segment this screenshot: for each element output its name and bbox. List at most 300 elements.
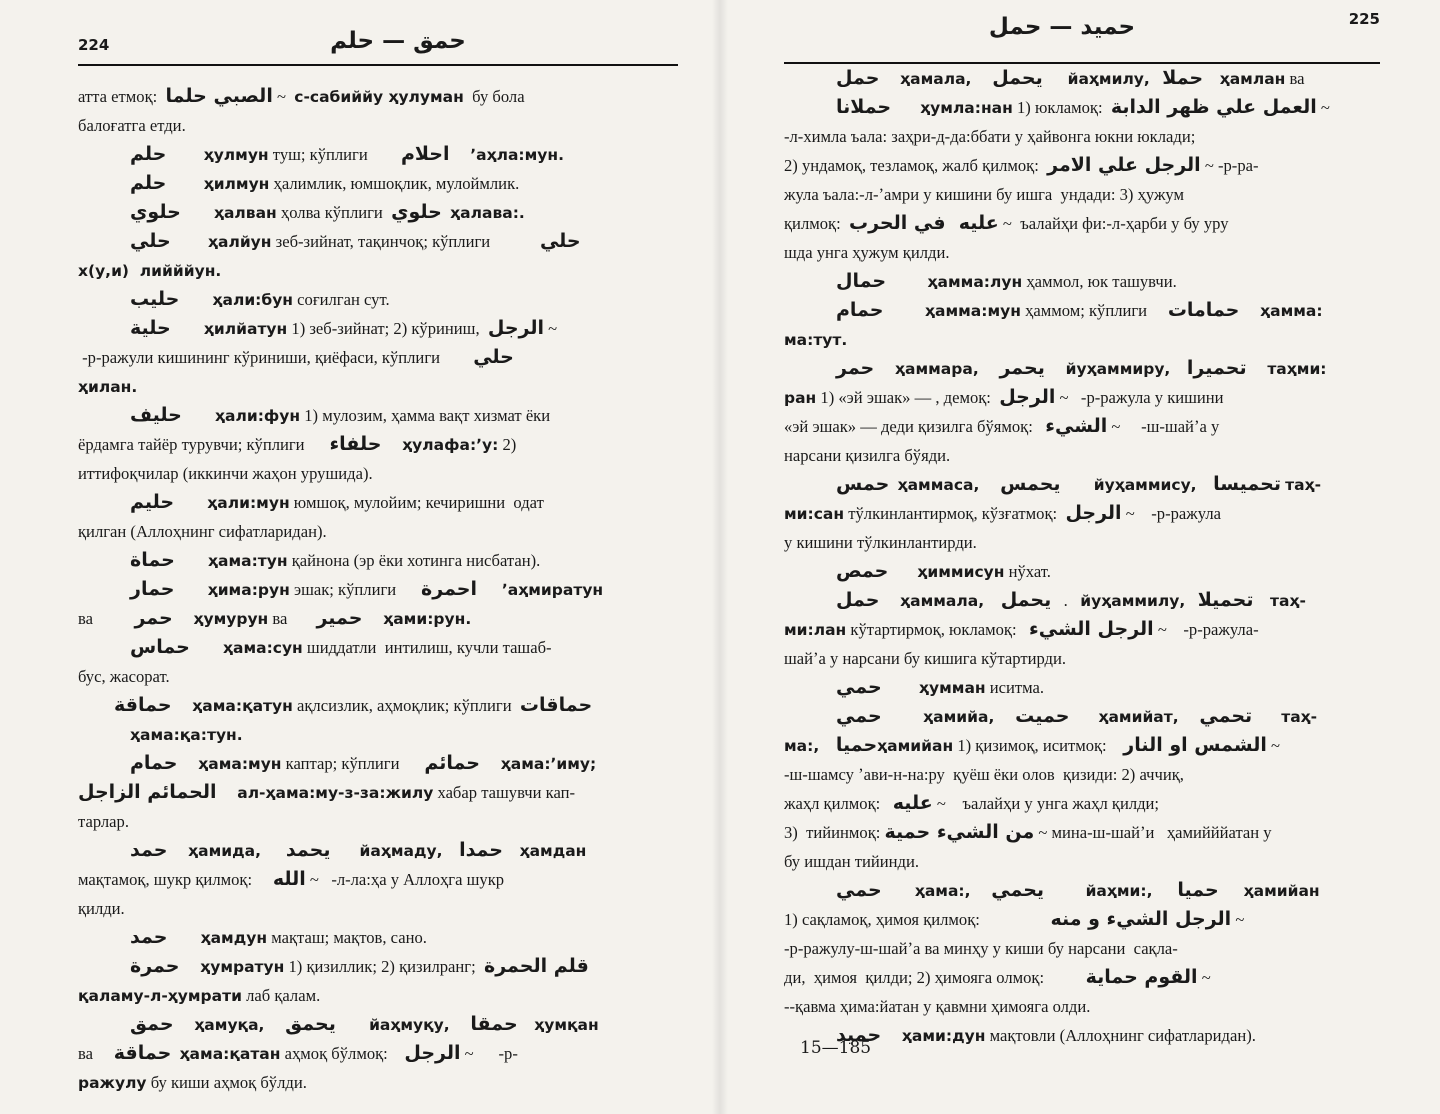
definition-text: туш; кўплиги bbox=[268, 145, 401, 164]
definition-text: ~ bbox=[1316, 98, 1330, 117]
definition-text: ~ -р-ражула- bbox=[1153, 620, 1259, 639]
arabic-headword: القوم حماية bbox=[1085, 966, 1198, 988]
arabic-headword: حميا bbox=[1177, 879, 1219, 901]
definition-text bbox=[971, 881, 992, 900]
definition-text: иситма. bbox=[985, 678, 1045, 697]
arabic-headword: حمار bbox=[130, 578, 175, 600]
transliteration: ҳама:ʼиму; bbox=[500, 755, 597, 773]
folio-signature: 15—185 bbox=[800, 1038, 872, 1058]
dictionary-line bbox=[784, 586, 1380, 615]
definition-text: каптар; кўплиги bbox=[281, 754, 425, 773]
definition-text bbox=[166, 145, 203, 164]
definition-text: ~ bbox=[272, 87, 295, 106]
transliteration: ҳумурун bbox=[193, 610, 269, 628]
dictionary-line bbox=[784, 847, 1380, 876]
definition-text: мақташ; мақтов, сано. bbox=[267, 928, 427, 947]
definition-text bbox=[1253, 591, 1270, 610]
arabic-headword: الشمس او النار bbox=[1123, 734, 1267, 756]
definition-text: --қавма ҳима:йатан у қавмни ҳимояга олди. bbox=[784, 997, 1091, 1016]
arabic-headword: الله bbox=[272, 868, 306, 890]
arabic-headword: حمير bbox=[316, 607, 363, 629]
dictionary-line bbox=[78, 314, 678, 343]
transliteration: ҳамлан bbox=[1219, 70, 1286, 88]
definition-text bbox=[979, 359, 1000, 378]
dictionary-line bbox=[784, 934, 1380, 963]
dictionary-line bbox=[784, 64, 1380, 93]
transliteration: ран bbox=[784, 389, 817, 407]
arabic-headword: حلم bbox=[130, 143, 167, 165]
arabic-headword: حلم bbox=[130, 172, 167, 194]
dictionary-line bbox=[78, 488, 678, 517]
transliteration-headword: ҳама:, bbox=[914, 882, 971, 900]
definition-text bbox=[1045, 359, 1066, 378]
definition-text bbox=[1044, 881, 1085, 900]
transliteration-headword: ҳали:бун bbox=[212, 291, 294, 309]
arabic-headword: حميت bbox=[1015, 705, 1070, 727]
arabic-headword: حماقات bbox=[519, 694, 593, 716]
transliteration-headword: ҳамида, bbox=[188, 842, 262, 860]
definition-text bbox=[882, 678, 919, 697]
arabic-headword: الرجل bbox=[404, 1042, 461, 1064]
transliteration: ҳилан. bbox=[78, 378, 138, 396]
definition-text bbox=[171, 319, 204, 338]
definition-text: шиддатли интилиш, кучли ташаб- bbox=[302, 638, 552, 657]
definition-text: -р-ражулу-ш-шайʼа ва минҳу у киши бу нарсани сақла- bbox=[784, 939, 1178, 958]
transliteration: ҳами:рун. bbox=[383, 610, 472, 628]
dictionary-line bbox=[784, 615, 1380, 644]
dictionary-line bbox=[78, 1010, 678, 1039]
definition-text bbox=[882, 881, 915, 900]
definition-text bbox=[971, 69, 992, 88]
definition-text: 1) зеб-зийнат; 2) кўриниш, bbox=[287, 319, 488, 338]
definition-text bbox=[819, 736, 836, 755]
definition-text: 1) мулозим, ҳамма вақт хизмат ёки bbox=[300, 406, 551, 425]
arabic-headword: حمل bbox=[836, 589, 880, 611]
dictionary-line bbox=[784, 209, 1380, 238]
dictionary-line bbox=[784, 441, 1380, 470]
definition-text bbox=[167, 841, 188, 860]
arabic-headword: حمائم bbox=[424, 752, 480, 774]
dictionary-line bbox=[78, 169, 678, 198]
definition-text: шда унга ҳужум қилди. bbox=[784, 243, 950, 262]
definition-text bbox=[336, 1015, 369, 1034]
transliteration-headword: ҳаммала, bbox=[900, 592, 985, 610]
definition-text: кўтартирмоқ, юкламоқ: bbox=[846, 620, 1030, 639]
transliteration: ал-ҳама:му-з-за:жилу bbox=[237, 784, 434, 802]
transliteration-headword: ҳама:мун bbox=[198, 755, 282, 773]
definition-text bbox=[1153, 881, 1178, 900]
dictionary-line bbox=[784, 151, 1380, 180]
arabic-headword: حملانا bbox=[836, 96, 892, 118]
transliteration: ҳама:қа:тун. bbox=[130, 726, 243, 744]
transliteration: ми:сан bbox=[784, 505, 845, 523]
definition-text: 3) тийинмоқ: bbox=[784, 823, 885, 842]
transliteration-headword: ҳама:сун bbox=[222, 639, 303, 657]
dictionary-line bbox=[784, 267, 1380, 296]
definition-text: балоғатга етди. bbox=[78, 116, 186, 135]
arabic-headword: حميا bbox=[835, 734, 878, 756]
dictionary-line bbox=[78, 662, 678, 691]
definition-text: қилди. bbox=[78, 899, 125, 918]
dictionary-line bbox=[78, 372, 678, 401]
dictionary-line bbox=[784, 760, 1380, 789]
definition-text: ҳалимлик, юмшоқлик, мулоймлик. bbox=[269, 174, 520, 193]
dictionary-line bbox=[784, 963, 1380, 992]
transliteration: ʼаҳла:мун. bbox=[470, 146, 564, 164]
transliteration: йаҳмаду, bbox=[359, 842, 443, 860]
arabic-headword: حمام bbox=[836, 299, 884, 321]
definition-text bbox=[179, 957, 200, 976]
arabic-headword: الحمائم الزاجل bbox=[78, 781, 217, 803]
definition-text: нўхат. bbox=[1004, 562, 1051, 581]
transliteration: ҳамдан bbox=[519, 842, 587, 860]
definition-text: қилмоқ: bbox=[784, 214, 849, 233]
definition-text bbox=[891, 98, 920, 117]
dictionary-line bbox=[78, 778, 678, 807]
definition-text: ~ -ш-шайʼа у bbox=[1107, 417, 1220, 436]
arabic-headword: عليه في الحرب bbox=[849, 212, 999, 234]
definition-text bbox=[171, 1044, 179, 1063]
right-page-number: 225 bbox=[1348, 10, 1380, 28]
arabic-headword: يحمد bbox=[285, 839, 331, 861]
arabic-headword: حمر bbox=[134, 607, 173, 629]
transliteration-headword: ҳамуқа, bbox=[194, 1016, 265, 1034]
definition-text: ақлсизлик, аҳмоқлик; кўплиги bbox=[292, 696, 520, 715]
definition-text: ~ bbox=[544, 319, 558, 338]
dictionary-line bbox=[784, 383, 1380, 412]
definition-text: -ш-шамсу ʼави-н-на:ру қуёш ёки олов қизиди: 2) аччиқ, bbox=[784, 765, 1184, 784]
transliteration: ма:, bbox=[784, 737, 820, 755]
arabic-headword: حليب bbox=[130, 288, 180, 310]
transliteration: с-сабиййу ҳулуман bbox=[294, 88, 464, 106]
arabic-headword: الشيء bbox=[1045, 415, 1108, 437]
definition-text bbox=[264, 1015, 285, 1034]
dictionary-line bbox=[78, 459, 678, 488]
definition-text bbox=[182, 406, 215, 425]
definition-text: ҳаммол, юк ташувчи. bbox=[1022, 272, 1177, 291]
dictionary-line bbox=[78, 807, 678, 836]
arabic-headword: حمام bbox=[130, 752, 178, 774]
arabic-headword: حمرة bbox=[130, 955, 180, 977]
definition-text: ~ bbox=[1231, 910, 1245, 929]
arabic-headword: يحمي bbox=[991, 879, 1045, 901]
definition-text: ҳолва кўплиги bbox=[276, 203, 392, 222]
definition-text: ёрдамга тайёр турувчи; кўплиги bbox=[78, 435, 330, 454]
definition-text: зеб-зийнат, тақинчоқ; кўплиги bbox=[271, 232, 540, 251]
definition-text bbox=[261, 841, 286, 860]
dictionary-line bbox=[784, 354, 1380, 383]
definition-text bbox=[882, 707, 923, 726]
dictionary-line bbox=[78, 720, 678, 749]
transliteration-headword: ҳиммисун bbox=[917, 563, 1005, 581]
definition-text bbox=[480, 754, 501, 773]
dictionary-line bbox=[78, 401, 678, 430]
definition-text bbox=[450, 145, 471, 164]
definition-text: қайнона (эр ёки хотинга нисбатан). bbox=[287, 551, 541, 570]
transliteration-headword: ҳалйун bbox=[208, 233, 272, 251]
definition-text: . bbox=[1051, 591, 1081, 610]
dictionary-line bbox=[784, 470, 1380, 499]
arabic-headword: تحميرا bbox=[1186, 357, 1247, 379]
definition-text: жула ъала:-л-ʼамри у кишини бу ишга ундади: 3) ҳужум bbox=[784, 185, 1185, 204]
transliteration-headword: ҳамма:лун bbox=[927, 273, 1023, 291]
transliteration: йаҳми:, bbox=[1085, 882, 1153, 900]
arabic-headword: يحمل bbox=[1000, 589, 1052, 611]
arabic-headword: حمس bbox=[836, 473, 890, 495]
transliteration: йуҳаммиру, bbox=[1065, 360, 1171, 378]
dictionary-line bbox=[784, 1021, 1380, 1050]
transliteration: йаҳмилу, bbox=[1067, 70, 1150, 88]
definition-text: ~ -р-ражула у кишини bbox=[1055, 388, 1224, 407]
definition-text bbox=[362, 609, 383, 628]
definition-text: ва bbox=[268, 609, 317, 628]
transliteration: таҳ- bbox=[1281, 708, 1318, 726]
arabic-headword: حلوي bbox=[391, 201, 442, 223]
dictionary-line bbox=[784, 296, 1380, 325]
arabic-headword: حمد bbox=[130, 839, 168, 861]
transliteration-headword: ҳама:тун bbox=[207, 552, 288, 570]
dictionary-line bbox=[784, 673, 1380, 702]
arabic-headword: تحميسا bbox=[1213, 473, 1281, 495]
definition-text: тарлар. bbox=[78, 812, 129, 831]
definition-text: ва bbox=[78, 1044, 114, 1063]
arabic-headword: الرجل الشيء bbox=[1029, 618, 1154, 640]
arabic-headword: حماقة bbox=[114, 694, 172, 716]
definition-text: эшак; кўплиги bbox=[289, 580, 422, 599]
transliteration: йаҳмуқу, bbox=[369, 1016, 450, 1034]
left-page-number: 224 bbox=[78, 36, 110, 54]
definition-text: 1) қизимоқ, иситмоқ: bbox=[953, 736, 1124, 755]
definition-text bbox=[1219, 881, 1244, 900]
definition-text bbox=[174, 493, 207, 512]
arabic-headword: حمر bbox=[836, 357, 875, 379]
arabic-headword: حمال bbox=[836, 270, 887, 292]
dictionary-line bbox=[78, 517, 678, 546]
definition-text: ~ bbox=[1266, 736, 1281, 755]
dictionary-line bbox=[78, 749, 678, 778]
arabic-headword: حمل bbox=[836, 67, 880, 89]
transliteration: ми:лан bbox=[784, 621, 847, 639]
definition-text bbox=[190, 638, 223, 657]
transliteration: йуҳаммилу, bbox=[1080, 592, 1186, 610]
dictionary-line bbox=[784, 325, 1380, 354]
transliteration-headword: ҳаммара, bbox=[895, 360, 979, 378]
definition-text: ~ ъалайҳи фи:-л-ҳарби у бу уру bbox=[998, 214, 1229, 233]
transliteration: йуҳаммису, bbox=[1093, 476, 1197, 494]
definition-text: ва bbox=[78, 609, 135, 628]
definition-text: лаб қалам. bbox=[241, 986, 321, 1005]
arabic-headword: الرجل bbox=[1065, 502, 1122, 524]
left-page-body bbox=[78, 82, 678, 1097]
definition-text: мақтамоқ, шукр қилмоқ: bbox=[78, 870, 273, 889]
definition-text: 1) қизиллик; 2) қизилранг; bbox=[284, 957, 484, 976]
definition-text bbox=[1247, 359, 1268, 378]
definition-text bbox=[175, 580, 208, 599]
definition-text: мақтовли (Аллоҳнинг сифатларидан). bbox=[985, 1026, 1256, 1045]
transliteration-headword: ҳами:дун bbox=[901, 1027, 986, 1045]
transliteration: ʼаҳмиратун bbox=[501, 581, 604, 599]
transliteration-headword: ҳамдун bbox=[200, 929, 268, 947]
right-page-header bbox=[784, 10, 1380, 64]
definition-text: иттифоқчилар (иккинчи жаҳон урушида). bbox=[78, 464, 373, 483]
definition-text: юмшоқ, мулойим; кечиришни одат bbox=[289, 493, 544, 512]
dictionary-line bbox=[78, 1039, 678, 1068]
arabic-headword: عليه bbox=[892, 792, 933, 814]
arabic-headword: يحمل bbox=[992, 67, 1043, 89]
definition-text: 2) ундамоқ, тезламоқ, жалб қилмоқ: bbox=[784, 156, 1048, 175]
definition-text bbox=[1203, 69, 1220, 88]
definition-text: аҳмоқ бўлмоқ: bbox=[280, 1044, 405, 1063]
dictionary-line bbox=[78, 256, 678, 285]
definition-text bbox=[330, 841, 359, 860]
dictionary-line bbox=[784, 180, 1380, 209]
arabic-headword: حمد bbox=[130, 926, 168, 948]
definition-text: хабар ташувчи кап- bbox=[433, 783, 576, 802]
dictionary-line bbox=[78, 227, 678, 256]
dictionary-line bbox=[78, 894, 678, 923]
arabic-headword: حمي bbox=[836, 705, 882, 727]
dictionary-line bbox=[78, 1068, 678, 1097]
book-gutter bbox=[712, 0, 728, 1114]
definition-text bbox=[442, 203, 450, 222]
definition-text: жаҳл қилмоқ: bbox=[784, 794, 893, 813]
transliteration-headword: ҳама:қатун bbox=[192, 697, 293, 715]
arabic-headword: حليم bbox=[130, 491, 175, 513]
definition-text: шайʼа у нарсани бу кишига кўтартирди. bbox=[784, 649, 1067, 668]
transliteration: ҳулафа:ʼу: bbox=[402, 436, 499, 454]
definition-text: ~ -л-ла:ҳа у Аллоҳга шукр bbox=[305, 870, 505, 889]
left-page-header bbox=[78, 28, 678, 66]
transliteration: ҳамийан bbox=[877, 737, 954, 755]
definition-text bbox=[984, 591, 1001, 610]
definition-text bbox=[1150, 69, 1162, 88]
dictionary-line bbox=[78, 82, 678, 111]
arabic-headword: تحميلا bbox=[1197, 589, 1254, 611]
definition-text: у кишини тўлкинлантирди. bbox=[784, 533, 977, 552]
arabic-headword: الرجل bbox=[999, 386, 1056, 408]
definition-text bbox=[881, 1026, 902, 1045]
arabic-headword: حمص bbox=[836, 560, 889, 582]
definition-text bbox=[171, 232, 208, 251]
definition-text: 1) «эй эшак» — , демоқ: bbox=[816, 388, 1000, 407]
transliteration-headword: ҳамма:мун bbox=[924, 302, 1021, 320]
definition-text: ~ ъалайҳи у унга жаҳл қилди; bbox=[932, 794, 1160, 813]
transliteration: қаламу-л-ҳумрати bbox=[78, 987, 242, 1005]
definition-text: 1) юкламоқ: bbox=[1012, 98, 1111, 117]
transliteration-headword: ҳали:мун bbox=[207, 494, 290, 512]
definition-text bbox=[167, 928, 200, 947]
definition-text bbox=[442, 841, 459, 860]
definition-text bbox=[1252, 707, 1281, 726]
arabic-headword: احمرة bbox=[421, 578, 478, 600]
arabic-headword: العمل علي ظهر الدابة bbox=[1110, 96, 1317, 118]
definition-text: -р-ражули кишининг кўриниши, қиёфаси, кўплиги bbox=[78, 348, 474, 367]
definition-text bbox=[503, 841, 520, 860]
definition-text: ва bbox=[1285, 69, 1305, 88]
dictionary-line bbox=[784, 499, 1380, 528]
dictionary-line bbox=[784, 789, 1380, 818]
arabic-headword: احلام bbox=[400, 143, 450, 165]
definition-text: ~ -р- bbox=[460, 1044, 518, 1063]
definition-text bbox=[884, 301, 925, 320]
dictionary-line bbox=[78, 952, 678, 981]
transliteration-headword: ҳилйатун bbox=[203, 320, 288, 338]
definition-text: бу ишдан тийинди. bbox=[784, 852, 919, 871]
transliteration: таҳми: bbox=[1267, 360, 1327, 378]
arabic-headword: حلي bbox=[539, 230, 581, 252]
arabic-headword: حملا bbox=[1162, 67, 1204, 89]
dictionary-line bbox=[784, 528, 1380, 557]
definition-text bbox=[172, 696, 193, 715]
definition-text bbox=[179, 290, 212, 309]
dictionary-line bbox=[78, 140, 678, 169]
transliteration: х(у,и) лийййун. bbox=[78, 262, 222, 280]
definition-text: ~ мина-ш-шайʼи ҳамийййатан у bbox=[1034, 823, 1272, 842]
arabic-headword: الرجل الشيء و منه bbox=[1050, 908, 1232, 930]
transliteration: ҳама:қатан bbox=[179, 1045, 281, 1063]
definition-text bbox=[1043, 69, 1068, 88]
definition-text bbox=[979, 475, 1000, 494]
dictionary-line bbox=[78, 981, 678, 1010]
dictionary-line bbox=[78, 111, 678, 140]
arabic-headword: يحمر bbox=[999, 357, 1045, 379]
definition-text: атта етмоқ: bbox=[78, 87, 166, 106]
arabic-headword: حمدا bbox=[459, 839, 503, 861]
definition-text bbox=[1061, 475, 1094, 494]
definition-text: -л-химла ъала: заҳри-д-да:ббати у ҳайвонга юкни юклади; bbox=[784, 127, 1196, 146]
arabic-headword: حلي bbox=[473, 346, 514, 368]
arabic-headword: حليف bbox=[130, 404, 182, 426]
arabic-headword: يحمق bbox=[285, 1013, 336, 1035]
definition-text bbox=[1239, 301, 1260, 320]
dictionary-line bbox=[78, 633, 678, 662]
definition-text bbox=[477, 580, 502, 599]
transliteration-headword: ҳима:рун bbox=[207, 581, 290, 599]
definition-text: ~ -р-ра- bbox=[1200, 156, 1259, 175]
transliteration: ҳумқан bbox=[534, 1016, 599, 1034]
arabic-headword: حلوي bbox=[130, 201, 181, 223]
dictionary-line bbox=[78, 546, 678, 575]
dictionary-line bbox=[784, 818, 1380, 847]
transliteration: таҳ- bbox=[1285, 476, 1321, 494]
definition-text bbox=[1069, 707, 1098, 726]
arabic-headword: الصبي حلما bbox=[165, 85, 273, 107]
dictionary-line bbox=[78, 836, 678, 865]
dictionary-line bbox=[784, 238, 1380, 267]
dictionary-line bbox=[78, 285, 678, 314]
arabic-headword: يحمس bbox=[1000, 473, 1061, 495]
definition-text bbox=[886, 272, 927, 291]
transliteration: ражулу bbox=[78, 1074, 147, 1092]
dictionary-line bbox=[78, 430, 678, 459]
arabic-headword: حمامات bbox=[1167, 299, 1240, 321]
transliteration: ҳамма: bbox=[1260, 302, 1323, 320]
arabic-headword: حمقا bbox=[470, 1013, 518, 1035]
transliteration-headword: ҳилмун bbox=[203, 175, 270, 193]
arabic-headword: حلفاء bbox=[329, 433, 382, 455]
dictionary-line bbox=[78, 575, 678, 604]
definition-text: бу бола bbox=[463, 87, 525, 106]
definition-text: «эй эшак» — деди қизилга бўямоқ: bbox=[784, 417, 1046, 436]
arabic-headword: حماة bbox=[130, 549, 175, 571]
definition-text bbox=[994, 707, 1015, 726]
transliteration-headword: ҳамала, bbox=[900, 70, 972, 88]
dictionary-line bbox=[784, 876, 1380, 905]
dictionary-line bbox=[78, 604, 678, 633]
definition-text bbox=[1179, 707, 1200, 726]
dictionary-line bbox=[78, 865, 678, 894]
transliteration: ҳамийан bbox=[1243, 882, 1320, 900]
